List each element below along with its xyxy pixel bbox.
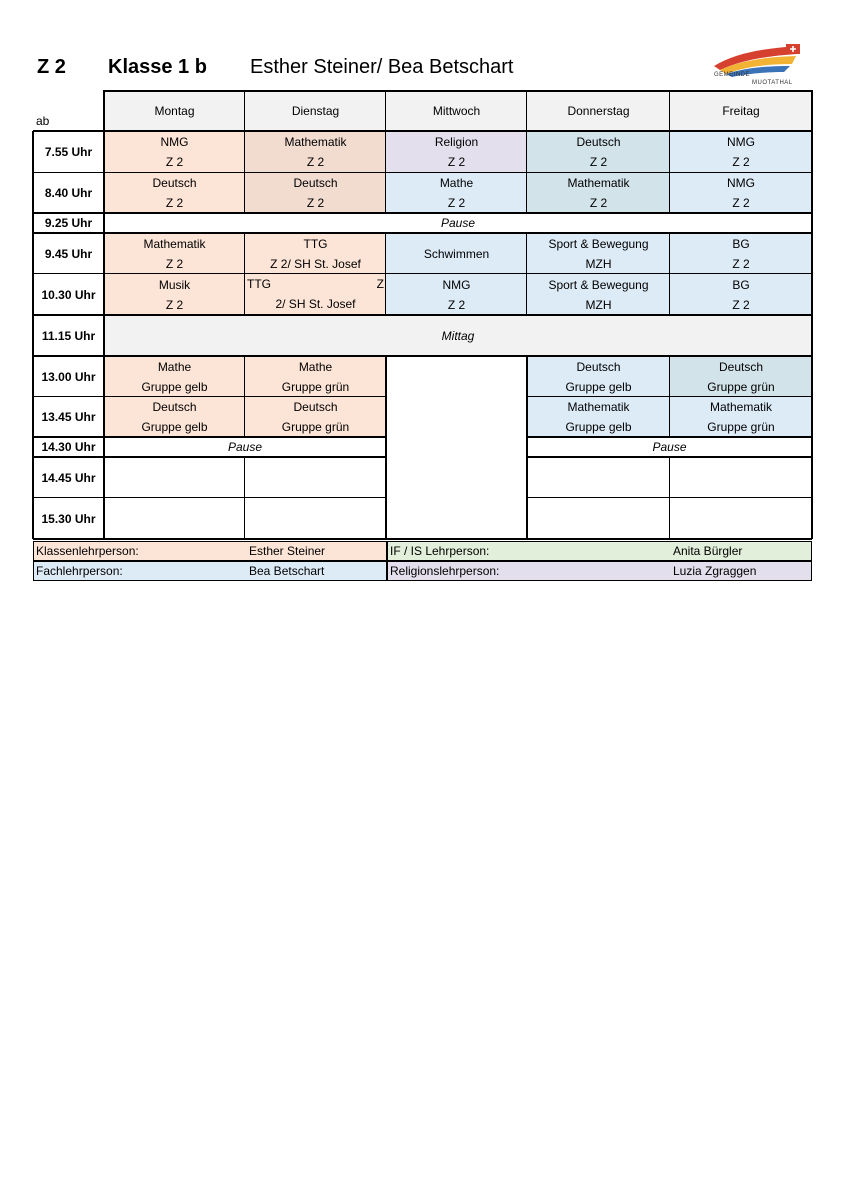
lesson-subject: Deutsch (576, 135, 621, 149)
fach-name: Bea Betschart (249, 564, 325, 578)
column-divider (244, 356, 245, 437)
header-divider (669, 90, 670, 131)
lesson-subject: Religion (434, 135, 479, 149)
header-top-border (104, 90, 812, 92)
time-slot-label: 9.45 Uhr (44, 246, 93, 261)
day-header-label: Mittwoch (432, 104, 481, 118)
lesson-subject: Mathe (157, 359, 192, 374)
lesson-room-part: Z (376, 277, 384, 291)
lesson-subject: Deutsch (152, 176, 197, 190)
lesson-room: Gruppe grün (707, 379, 775, 394)
lesson-cell-r8-mo (104, 397, 245, 437)
row-divider (33, 172, 812, 173)
lesson-subject: Sport & Bewegung (548, 277, 649, 292)
lesson-cell-r1-fr (670, 131, 812, 173)
header-divider (385, 90, 386, 131)
lesson-cell-r8-do (527, 397, 670, 437)
row-divider (33, 355, 812, 357)
lesson-subject: Deutsch (576, 359, 621, 374)
wednesday-block-right (526, 356, 528, 539)
column-divider (526, 131, 527, 213)
header-divider (811, 90, 813, 131)
table-right-border (811, 131, 813, 539)
klassen-label: Klassenlehrperson: (36, 544, 139, 558)
lesson-subject: Musik (158, 277, 191, 292)
lesson-room: Z 2 (165, 196, 184, 210)
lesson-cell-r6-mittag (104, 315, 812, 356)
lesson-room: Gruppe gelb (565, 420, 632, 434)
column-divider (244, 233, 245, 315)
lesson-cell-r4-do (527, 233, 670, 274)
lesson-room: Z 2 (306, 155, 325, 169)
lesson-room: Z 2/ SH St. Josef (270, 256, 361, 271)
lesson-cell-r4-mi (386, 233, 527, 274)
time-slot-1 (33, 131, 104, 173)
time-slot-label: 10.30 Uhr (41, 287, 96, 302)
lesson-cell-r7-mo (104, 356, 245, 397)
lesson-room: Z 2 (732, 155, 750, 169)
row-divider (33, 497, 386, 498)
klassen-legend-row (33, 541, 387, 561)
lesson-room: Z 2 (165, 297, 184, 312)
time-slot-label: 15.30 Uhr (41, 511, 96, 526)
time-slot-label: 14.45 Uhr (41, 470, 96, 485)
time-slot-9 (33, 437, 104, 457)
lesson-cell-r2-mo (104, 173, 245, 213)
time-slot-label: 9.25 Uhr (44, 216, 93, 230)
day-header-label: Montag (154, 104, 195, 118)
lesson-cell-r7-fr (670, 356, 812, 397)
day-header-freitag (670, 91, 812, 131)
time-slot-8 (33, 397, 104, 437)
time-slot-label: 13.45 Uhr (41, 410, 96, 424)
lesson-subject: Deutsch (718, 359, 764, 374)
lesson-cell-r9-pause-right (527, 437, 812, 457)
lesson-subject: Pause (227, 440, 263, 454)
column-divider (244, 457, 245, 539)
lesson-room: Z 2 (732, 256, 750, 271)
lesson-subject: Mathematik (143, 236, 206, 251)
column-divider (385, 233, 386, 315)
religion-name: Luzia Zgraggen (673, 564, 757, 578)
day-header-montag (104, 91, 245, 131)
lesson-subject: Mathematik (709, 400, 773, 414)
time-slot-7 (33, 356, 104, 397)
ifis-legend-row (387, 541, 812, 561)
klassen-name: Esther Steiner (249, 544, 326, 558)
lesson-subject: Mittag (441, 328, 475, 343)
lesson-subject: Mathematik (567, 400, 630, 414)
lesson-subject: Deutsch (293, 176, 338, 190)
logo-line-1: GEMEINDE (714, 72, 751, 78)
time-slot-label: 11.15 Uhr (41, 328, 96, 343)
table-top-border (33, 130, 812, 132)
day-header-donnerstag (527, 91, 670, 131)
day-header-dienstag (245, 91, 386, 131)
time-slot-label: 13.00 Uhr (41, 369, 96, 384)
lesson-cell-r1-do (527, 131, 670, 173)
lesson-subject: Sport & Bewegung (548, 236, 649, 251)
fach-label: Fachlehrperson: (36, 564, 123, 578)
lesson-cell-r4-mo (104, 233, 245, 274)
table-left-border (32, 131, 34, 539)
class-name: Klasse 1 b (108, 56, 207, 78)
lesson-room: Z 2 (165, 256, 184, 271)
lesson-cell-r3-pause (104, 213, 812, 233)
lesson-subject: NMG (727, 135, 755, 149)
time-slot-3 (33, 213, 104, 233)
lesson-room: Gruppe gelb (141, 379, 208, 394)
row-divider (33, 314, 812, 316)
lesson-cell-r1-mi (386, 131, 527, 173)
fach-legend-row (33, 561, 387, 581)
lesson-subject: Pause (440, 216, 476, 230)
day-header-label: Dienstag (291, 104, 340, 118)
day-header-label: Donnerstag (567, 104, 630, 118)
lesson-cell-r8-fr (670, 397, 812, 437)
lesson-subject: Mathe (439, 176, 474, 190)
time-slot-5 (33, 274, 104, 315)
time-slot-label: 7.55 Uhr (44, 145, 93, 159)
lesson-subject: NMG (727, 176, 755, 190)
lesson-room: MZH (585, 256, 612, 271)
row-divider (33, 436, 386, 438)
lesson-room: Z 2 (447, 155, 466, 169)
row-divider (33, 273, 812, 274)
lesson-room: Gruppe gelb (141, 420, 208, 434)
ifis-name: Anita Bürgler (673, 544, 743, 558)
lesson-room: Z 2 (732, 196, 750, 210)
lesson-subject: Mathematik (284, 135, 347, 149)
lesson-room: Gruppe grün (707, 420, 775, 434)
row-divider (33, 396, 386, 397)
lesson-cell-r2-fr (670, 173, 812, 213)
lesson-cell-r9-pause-left (104, 437, 386, 457)
lesson-room: Z 2 (589, 196, 608, 210)
lesson-room: Z 2 (447, 196, 466, 210)
lesson-subject: BG (732, 236, 750, 251)
time-slot-label: 14.30 Uhr (41, 440, 96, 454)
lesson-cell-r7-do (527, 356, 670, 397)
column-divider (385, 131, 386, 213)
lesson-room: Gruppe gelb (565, 379, 632, 394)
day-header-label: Freitag (722, 104, 760, 118)
lesson-room: Z 2 (447, 297, 466, 312)
logo-line-2: MUOTATHAL (752, 80, 793, 86)
time-slot-11 (33, 498, 104, 539)
religion-legend-row (387, 561, 812, 581)
time-column-border (103, 131, 105, 539)
lesson-subject: TTG (247, 277, 271, 291)
lesson-cell-r4-di (245, 233, 386, 274)
row-divider (33, 456, 386, 458)
wednesday-block-left (385, 356, 387, 539)
lesson-room: Z 2 (589, 155, 608, 169)
religion-label: Religionslehrperson: (390, 564, 500, 578)
lesson-subject: Deutsch (293, 400, 338, 414)
time-slot-10 (33, 457, 104, 498)
column-divider (669, 233, 670, 315)
lesson-cell-r2-mi (386, 173, 527, 213)
ifis-label: IF / IS Lehrperson: (390, 544, 490, 558)
time-slot-4 (33, 233, 104, 274)
lesson-room: 2/ SH St. Josef (275, 297, 356, 311)
lesson-subject: Schwimmen (423, 246, 490, 261)
lesson-room: Z 2 (165, 155, 184, 169)
ab-label: ab (36, 114, 50, 128)
lesson-cell-r4-fr (670, 233, 812, 274)
lesson-room: MZH (585, 297, 612, 312)
lesson-cell-r1-di (245, 131, 386, 173)
lesson-subject: TTG (303, 236, 328, 251)
column-divider (244, 131, 245, 213)
lesson-room: Gruppe grün (281, 420, 350, 434)
lesson-cell-r8-di (245, 397, 386, 437)
lesson-subject: Deutsch (152, 400, 197, 414)
lesson-cell-r5-fr (670, 274, 812, 315)
lesson-cell-r5-mi (386, 274, 527, 315)
lesson-subject: Mathematik (567, 176, 630, 190)
time-slot-6 (33, 315, 104, 356)
lesson-cell-r1-mo (104, 131, 245, 173)
column-divider (669, 457, 670, 539)
class-code: Z 2 (37, 56, 66, 78)
lesson-room: Z 2 (732, 297, 750, 312)
column-divider (669, 356, 670, 437)
row-divider (33, 232, 812, 234)
lesson-cell-r2-do (527, 173, 670, 213)
lesson-cell-r5-mo (104, 274, 245, 315)
header-divider (526, 90, 527, 131)
header-divider (103, 90, 105, 131)
time-slot-label: 8.40 Uhr (44, 186, 93, 200)
lesson-subject: NMG (160, 135, 189, 149)
lesson-cell-r7-di (245, 356, 386, 397)
lesson-subject: NMG (442, 277, 471, 292)
lesson-cell-r5-do (527, 274, 670, 315)
teacher-names: Esther Steiner/ Bea Betschart (250, 56, 514, 78)
lesson-cell-r2-di (245, 173, 386, 213)
lesson-subject: BG (732, 277, 750, 292)
row-divider (33, 212, 812, 214)
lesson-subject: Mathe (298, 359, 333, 374)
column-divider (669, 131, 670, 213)
lesson-room: Z 2 (306, 196, 325, 210)
time-slot-2 (33, 173, 104, 213)
table-bottom-border (33, 538, 812, 540)
lesson-cell-r5-di (245, 274, 386, 315)
header-divider (244, 90, 245, 131)
column-divider (526, 233, 527, 315)
lesson-subject: Pause (652, 440, 687, 454)
day-header-mittwoch (386, 91, 527, 131)
lesson-room: Gruppe grün (281, 379, 350, 394)
